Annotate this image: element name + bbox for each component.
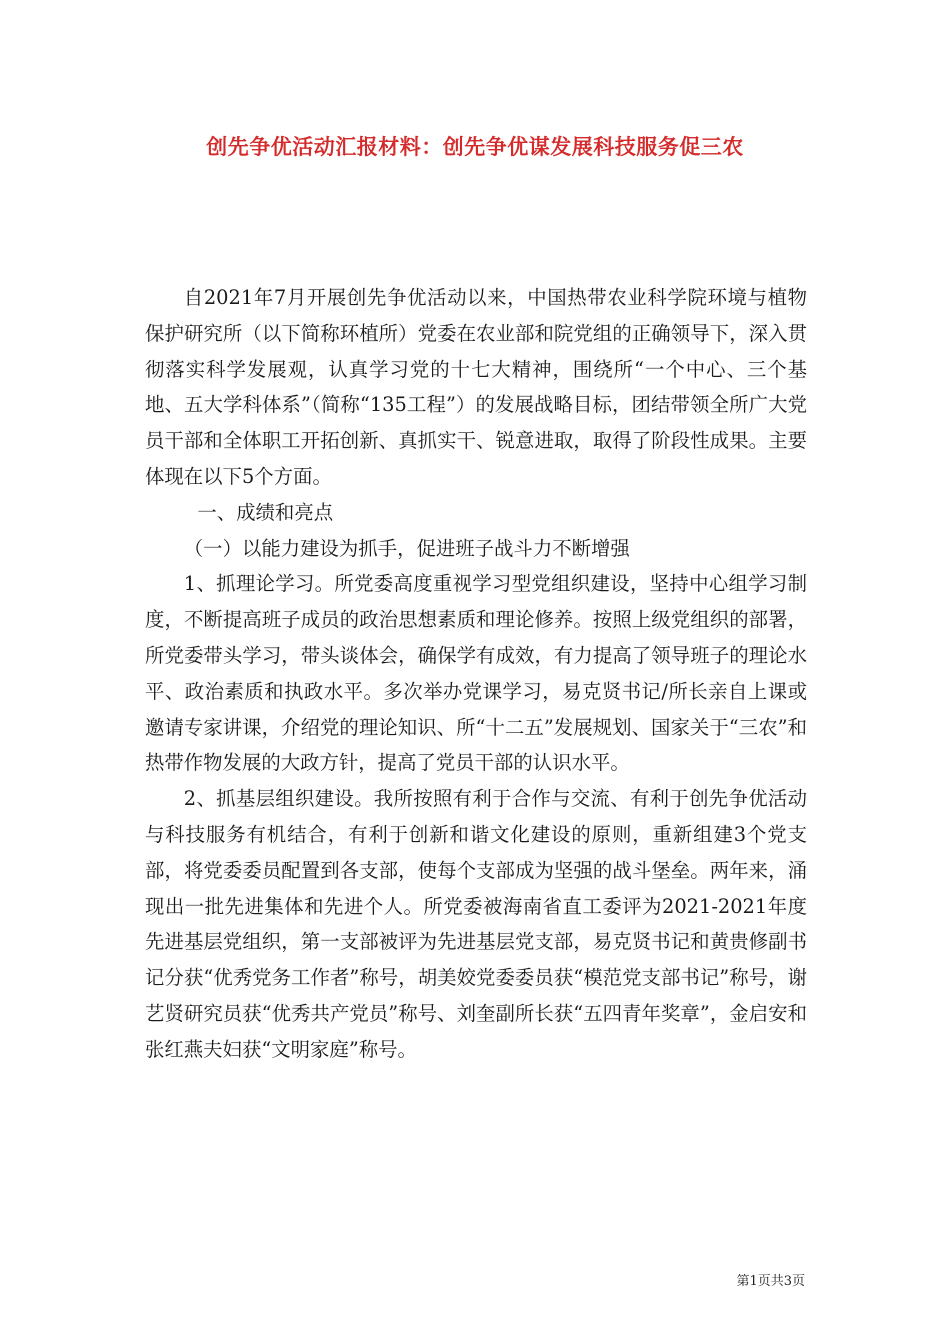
section-heading: 一、成绩和亮点 [197, 500, 334, 524]
subsection-heading: （一）以能力建设为抓手，促进班子战斗力不断增强 [183, 536, 630, 560]
document-title: 创先争优活动汇报材料：创先争优谋发展科技服务促三农 [206, 134, 744, 159]
theory-study-paragraph: 1、抓理论学习。所党委高度重视学习型党组织建设，坚持中心组学习制度，不断提高班子成员的政治思想素质和理论修养。按照上级党组织的部署，所党委带头学习，带头谈体会，确保学有成效，有力提高了领导班子的理论水平、政治素质和执政水平。多次举办党课学习，易克贤书记/所长亲自上课或邀请专家讲课，介绍党的理论知识、所“十二五”发展规划、国家关于“三农”和热带作物发展的大政方针，提高了党员干部的认识水平。 [145, 572, 807, 775]
document-body [145, 280, 807, 1068]
intro-paragraph: 自2021年7月开展创先争优活动以来，中国热带农业科学院环境与植物保护研究所（以下简称环植所）党委在农业部和院党组的正确领导下，深入贯彻落实科学发展观，认真学习党的十七大精神，围绕所“一个中心、三个基地、五大学科体系”（简称“135工程”）的发展战略目标，团结带领全所广大党员干部和全体职工开拓创新、真抓实干、锐意进取，取得了阶段性成果。主要体现在以下5个方面。 [145, 286, 807, 488]
page-number: 第1页共3页 [736, 1274, 805, 1289]
grassroots-org-paragraph: 2、抓基层组织建设。我所按照有利于合作与交流、有利于创先争优活动与科技服务有机结合，有利于创新和谐文化建设的原则，重新组建3个党支部，将党委委员配置到各支部，使每个支部成为坚强的战斗堡垒。两年来，涌现出一批先进集体和先进个人。所党委被海南省直工委评为2021-2021年度先进基层党组织，第一支部被评为先进基层党支部，易克贤书记和黄贵修副书记分获“优秀党务工作者”称号，胡美姣党委委员获“模范党支部书记”称号，谢艺贤研究员获“优秀共产党员”称号、刘奎副所长获“五四青年奖章”，金启安和张红燕夫妇获“文明家庭”称号。 [145, 787, 807, 1061]
